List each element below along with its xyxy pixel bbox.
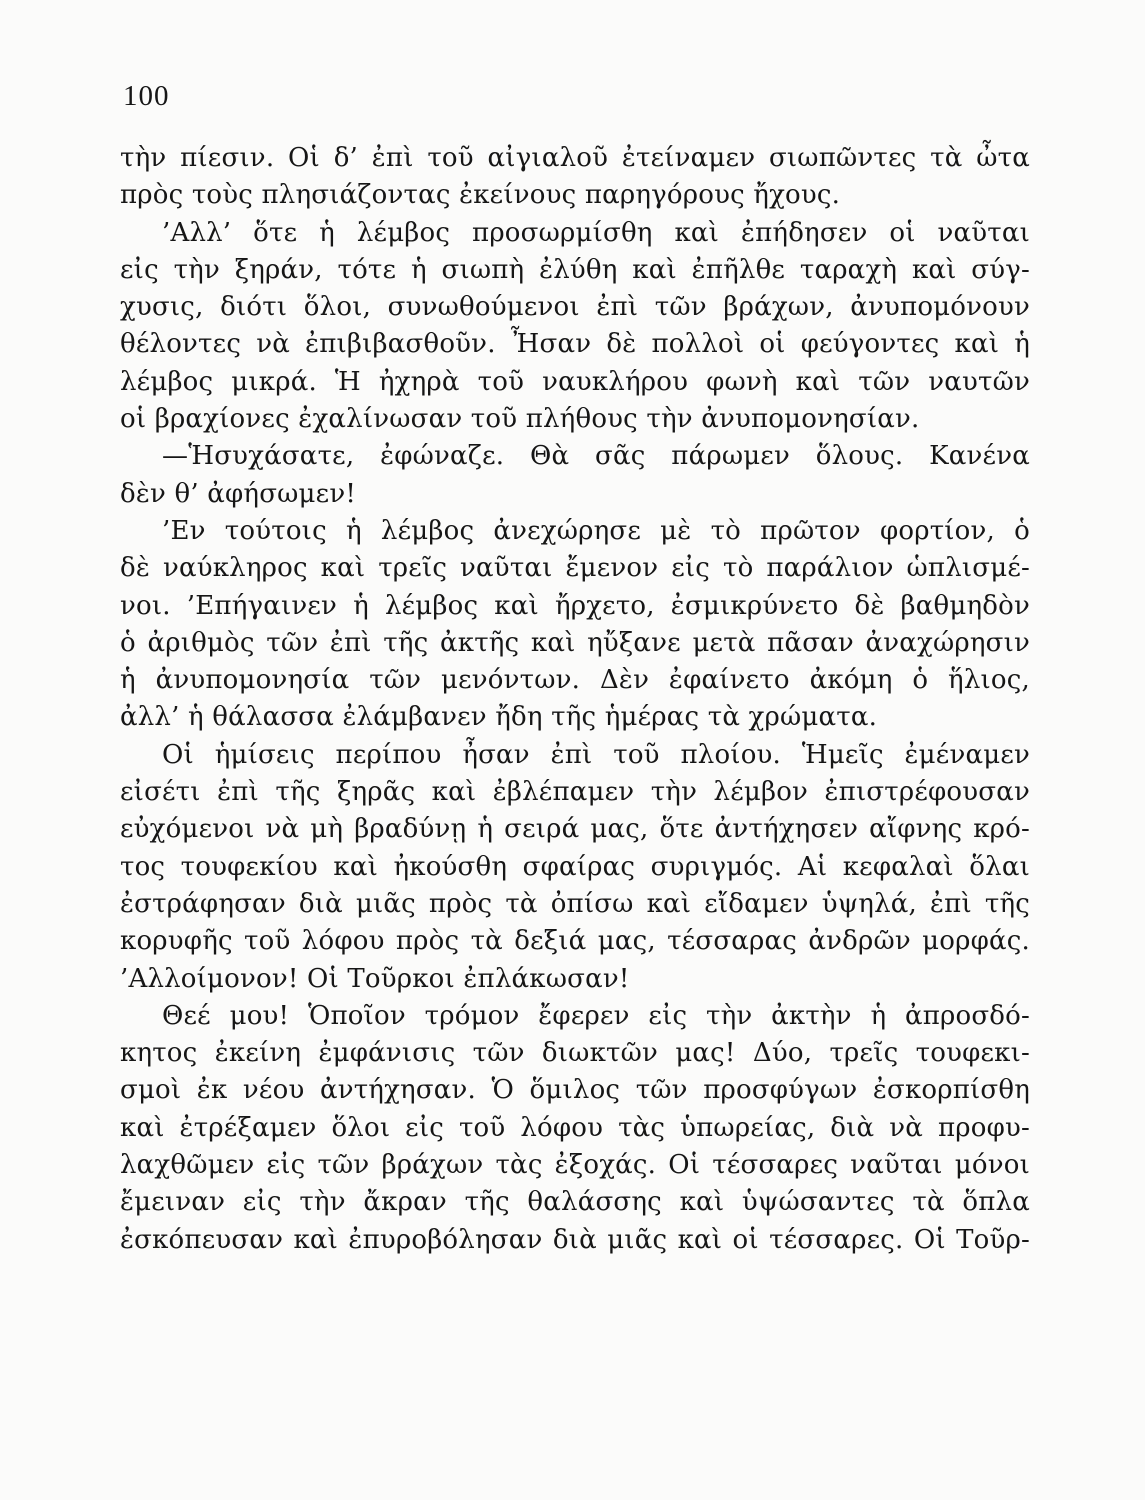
text-line: Θεέ μου! Ὁποῖον τρόμον ἔφερεν εἰς τὴν ἀκτὴν ἡ ἀπροσδό- xyxy=(162,1000,1030,1031)
text-line: ἐσκόπευσαν καὶ ἐπυροβόλησαν διὰ μιᾶς καὶ οἱ τέσσαρες. Οἱ Τοῦρ- xyxy=(120,1224,1030,1255)
text-line: νοι. ’Επήγαινεν ἡ λέμβος καὶ ἤρχετο, ἐσμικρύνετο δὲ βαθμηδὸν xyxy=(120,590,1030,621)
text-line: ἀλλ’ ἡ θάλασσα ἐλάμβανεν ἤδη τῆς ἡμέρας τὰ χρώματα. xyxy=(120,702,878,733)
text-line: εἰς τὴν ξηράν, τότε ἡ σιωπὴ ἐλύθη καὶ ἐπῆλθε ταραχὴ καὶ σύγ- xyxy=(120,254,1030,285)
text-line: καὶ ἐτρέξαμεν ὅλοι εἰς τοῦ λόφου τὰς ὑπωρείας, διὰ νὰ προφυ- xyxy=(120,1112,1030,1143)
text-line: σμοὶ ἐκ νέου ἀντήχησαν. Ὁ ὅμιλος τῶν προσφύγων ἐσκορπίσθη xyxy=(120,1075,1030,1106)
text-line: θέλοντες νὰ ἐπιβιβασθοῦν. Ἦσαν δὲ πολλοὶ οἱ φεύγοντες καὶ ἡ xyxy=(120,329,1030,360)
body-text xyxy=(120,140,1030,1259)
text-line: Οἱ ἡμίσεις περίπου ἦσαν ἐπὶ τοῦ πλοίου. Ἡμεῖς ἐμέναμεν xyxy=(162,739,1030,770)
text-line: λαχθῶμεν εἰς τῶν βράχων τὰς ἐξοχάς. Οἱ τέσσαρες ναῦται μόνοι xyxy=(120,1150,1030,1181)
text-line: λέμβος μικρά. Ἡ ἠχηρὰ τοῦ ναυκλήρου φωνὴ καὶ τῶν ναυτῶν xyxy=(120,366,1030,397)
text-line: ἐστράφησαν διὰ μιᾶς πρὸς τὰ ὀπίσω καὶ εἴδαμεν ὑψηλά, ἐπὶ τῆς xyxy=(120,888,1030,919)
text-line: τὴν πίεσιν. Οἱ δ’ ἐπὶ τοῦ αἰγιαλοῦ ἐτείναμεν σιωπῶντες τὰ ὦτα xyxy=(120,143,1030,173)
text-line: δὲ ναύκληρος καὶ τρεῖς ναῦται ἔμενον εἰς τὸ παράλιον ὡπλισμέ- xyxy=(120,553,1030,584)
text-line: ἡ ἀνυπομονησία τῶν μενόντων. Δὲν ἐφαίνετο ἀκόμη ὁ ἥλιος, xyxy=(120,665,1030,696)
text-line: δὲν θ’ ἀφήσωμεν! xyxy=(120,478,356,509)
text-line: εὐχόμενοι νὰ μὴ βραδύνῃ ἡ σειρά μας, ὅτε ἀντήχησεν αἴφνης κρό- xyxy=(120,814,1030,845)
text-line: ὁ ἀριθμὸς τῶν ἐπὶ τῆς ἀκτῆς καὶ ηὔξανε μετὰ πᾶσαν ἀναχώρησιν xyxy=(120,627,1030,658)
text-line: —Ἡσυχάσατε, ἐφώναζε. Θὰ σᾶς πάρωμεν ὅλους. Κανένα xyxy=(162,441,1030,472)
text-line: ’Εν τούτοις ἡ λέμβος ἀνεχώρησε μὲ τὸ πρῶτον φορτίον, ὁ xyxy=(162,515,1030,546)
text-line: χυσις, διότι ὅλοι, συνωθούμενοι ἐπὶ τῶν βράχων, ἀνυπομόνουν xyxy=(120,292,1030,323)
text-line: ’Αλλοίμονον! Οἱ Τοῦρκοι ἐπλάκωσαν! xyxy=(120,963,630,994)
page-number: 100 xyxy=(123,80,170,112)
text-line: κητος ἐκείνη ἐμφάνισις τῶν διωκτῶν μας! Δύο, τρεῖς τουφεκι- xyxy=(120,1038,1030,1069)
text-line: κορυφῆς τοῦ λόφου πρὸς τὰ δεξιά μας, τέσσαρας ἀνδρῶν μορφάς. xyxy=(120,926,1030,957)
text-line: πρὸς τοὺς πλησιάζοντας ἐκείνους παρηγόρους ἤχους. xyxy=(120,180,841,211)
text-line: εἰσέτι ἐπὶ τῆς ξηρᾶς καὶ ἐβλέπαμεν τὴν λέμβον ἐπιστρέφουσαν xyxy=(120,777,1030,808)
text-line: οἱ βραχίονες ἐχαλίνωσαν τοῦ πλήθους τὴν ἀνυπομονησίαν. xyxy=(120,404,920,435)
text-line: ἔμειναν εἰς τὴν ἄκραν τῆς θαλάσσης καὶ ὑψώσαντες τὰ ὅπλα xyxy=(120,1187,1030,1218)
text-line: τος τουφεκίου καὶ ἠκούσθη σφαίρας συριγμός. Αἱ κεφαλαὶ ὅλαι xyxy=(120,851,1030,882)
text-line: ’Αλλ’ ὅτε ἡ λέμβος προσωρμίσθη καὶ ἐπήδησεν οἱ ναῦται xyxy=(162,217,1030,248)
